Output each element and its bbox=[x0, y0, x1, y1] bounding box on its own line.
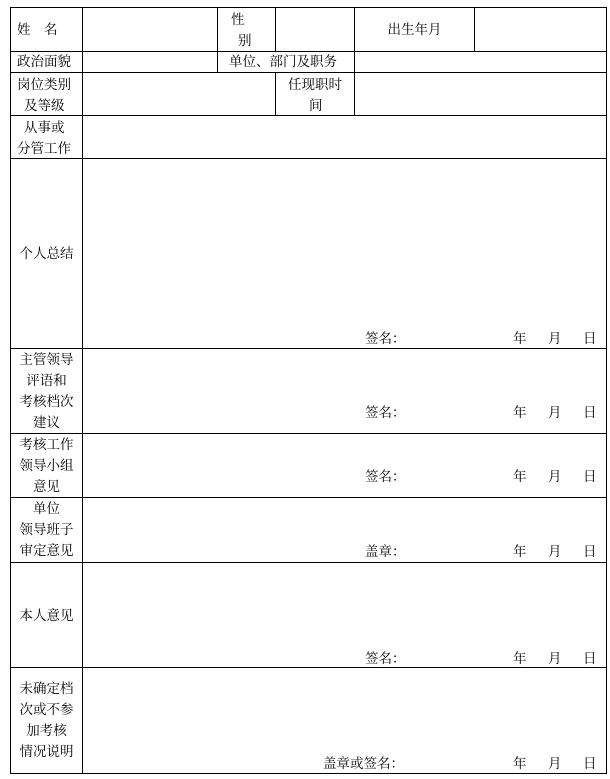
post-field[interactable] bbox=[83, 73, 275, 115]
day-label: 日 bbox=[583, 544, 597, 560]
section-label-line: 个人总结 bbox=[19, 246, 74, 262]
tenure-field[interactable] bbox=[355, 73, 606, 115]
rule-right bbox=[606, 7, 607, 774]
group-field[interactable] bbox=[83, 434, 606, 466]
day-label: 日 bbox=[583, 405, 597, 421]
year-label: 年 bbox=[513, 331, 527, 347]
leadership-field[interactable] bbox=[83, 498, 606, 540]
supervisor-field[interactable] bbox=[83, 349, 606, 401]
section-label-line: 情况说明 bbox=[19, 744, 74, 760]
tenure-label-line2: 间 bbox=[309, 98, 323, 114]
political-label: 政治面貌 bbox=[17, 54, 71, 70]
year-label: 年 bbox=[513, 544, 527, 560]
month-label: 月 bbox=[548, 405, 562, 421]
day-label: 日 bbox=[583, 469, 597, 485]
unit-label: 单位、部门及职务 bbox=[229, 54, 337, 70]
section-label-line: 考核档次 bbox=[19, 394, 74, 410]
unit-field[interactable] bbox=[355, 52, 606, 72]
section-label-line: 次或不参 bbox=[19, 702, 74, 718]
section-leadership-label bbox=[11, 499, 82, 562]
self-field[interactable] bbox=[83, 563, 606, 647]
section-label-line: 单位 bbox=[33, 501, 60, 517]
section-label-line: 领导小组 bbox=[19, 458, 74, 474]
rule-gender-left bbox=[217, 7, 218, 73]
sign-label: 签名： bbox=[365, 651, 406, 667]
post-label-line2: 及等级 bbox=[24, 98, 65, 114]
day-label: 日 bbox=[583, 331, 597, 347]
year-label: 年 bbox=[513, 756, 527, 772]
gender-field[interactable] bbox=[276, 8, 354, 51]
gender-label-line2: 别 bbox=[238, 33, 252, 49]
section-label-line: 本人意见 bbox=[19, 608, 74, 624]
section-self-label bbox=[11, 606, 82, 627]
work-field[interactable] bbox=[83, 116, 606, 158]
sign-label: 签名： bbox=[365, 331, 406, 347]
explanation-field[interactable] bbox=[83, 668, 606, 752]
name-field[interactable] bbox=[83, 8, 217, 51]
section-explanation-label bbox=[11, 679, 82, 763]
section-label-line: 意见 bbox=[33, 479, 60, 495]
day-label: 日 bbox=[583, 651, 597, 667]
year-label: 年 bbox=[513, 405, 527, 421]
section-label-line: 领导班子 bbox=[19, 522, 74, 538]
year-label: 年 bbox=[513, 469, 527, 485]
birth-field[interactable] bbox=[475, 8, 606, 51]
day-label: 日 bbox=[583, 756, 597, 772]
political-field[interactable] bbox=[83, 52, 217, 72]
work-label-line2: 分管工作 bbox=[17, 141, 71, 157]
rule-tenure-left bbox=[275, 72, 276, 116]
section-label-line: 评语和 bbox=[26, 373, 67, 389]
month-label: 月 bbox=[548, 469, 562, 485]
birth-label: 出生年月 bbox=[387, 22, 442, 38]
seal-or-sign-label: 盖章或签名： bbox=[323, 756, 404, 772]
section-label-line: 审定意见 bbox=[19, 543, 74, 559]
sign-label: 签名： bbox=[365, 405, 406, 421]
month-label: 月 bbox=[548, 544, 562, 560]
month-label: 月 bbox=[548, 331, 562, 347]
post-label-line1: 岗位类别 bbox=[17, 77, 71, 93]
summary-field[interactable] bbox=[83, 159, 606, 327]
tenure-label-line1: 任现职时 bbox=[288, 77, 342, 93]
section-label-line: 考核工作 bbox=[19, 437, 74, 453]
section-summary-label bbox=[11, 244, 82, 265]
seal-label: 盖章： bbox=[365, 544, 406, 560]
year-label: 年 bbox=[513, 651, 527, 667]
section-label-line: 主管领导 bbox=[19, 352, 74, 368]
section-label-line: 加考核 bbox=[26, 723, 67, 739]
section-label-line: 建议 bbox=[33, 415, 60, 431]
section-label-line: 未确定档 bbox=[19, 681, 74, 697]
sign-label: 签名： bbox=[365, 469, 406, 485]
work-label-line1: 从事或 bbox=[24, 120, 65, 136]
name-label: 姓 名 bbox=[17, 22, 58, 38]
gender-label-line1: 性 bbox=[231, 12, 245, 28]
section-group-label bbox=[11, 435, 82, 498]
section-supervisor-label bbox=[11, 350, 82, 434]
month-label: 月 bbox=[548, 651, 562, 667]
rule-bottom bbox=[10, 773, 607, 774]
month-label: 月 bbox=[548, 756, 562, 772]
